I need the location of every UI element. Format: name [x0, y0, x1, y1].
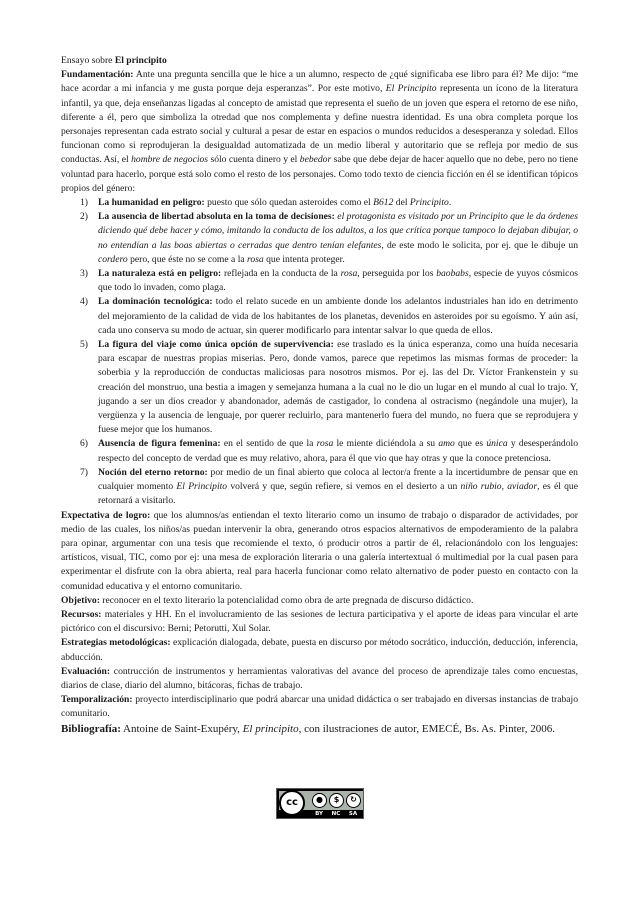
list-item [80, 210, 579, 267]
evaluacion-text: contrucción de instrumentos y herramientas valorativas del avance del proceso de aprendizaje tales como encuestas, diarios de clase, diario del alumno, bitácoras, fichas de trabajo. [61, 665, 578, 691]
list-item-label: La naturaleza está en peligro: [98, 268, 222, 280]
objetivo-text: reconocer en el texto literario la potencialidad como obra de arte pregnada de discurso didáctico. [99, 594, 474, 606]
attribution-person-icon: ● [312, 793, 327, 808]
list-text: , perseguida por los [357, 268, 437, 280]
fund-text-1: Ante una pregunta sencilla que le hice a un alumno, respecto de ¿qué significaba ese libro para él? Me dijo: “me hace acordar a mi infancia y me gusta porque deja esperanzas”. Por este motivo, [61, 69, 578, 95]
expectativa-label: Expectativa de logro: [61, 509, 151, 521]
list-item [80, 267, 578, 295]
list-italic: El Principito [176, 481, 228, 493]
title-bold: El principito [114, 55, 167, 66]
estrategias-label: Estrategias metodológicas: [61, 637, 171, 649]
list-text: de este modo le solicita, por ej. que le dibuje un [383, 239, 578, 251]
list-italic: B612 [373, 197, 394, 209]
fund-text-4: sabe que debe dejar de hacer aquello que no debe, pero no tiene voluntad para hacerlo, porque está solo como el resto de los personajes. Como todo texto de ciencia ficción en él se identifican tópicos propios del género: [61, 154, 578, 194]
list-text: volverá y que, según refiere, si vemos en el desierto a un [227, 481, 461, 493]
topics-list [61, 196, 578, 508]
fund-italic-1: El Principito [385, 83, 437, 95]
fund-italic-3: bebedor [299, 154, 332, 166]
objetivo-label: Objetivo: [61, 594, 100, 606]
list-text: le miente diciéndola a su [333, 438, 439, 450]
essay-title [61, 54, 578, 68]
list-italic: Principito [409, 197, 449, 209]
list-text: por medio de un final abierto que coloca al lector/a frente a la incertidumbre de pensar que en cualquier momento [98, 466, 578, 493]
sharealike-arrow-icon: ↻ [346, 793, 361, 808]
bibliografia-text: Antoine de Saint-Exupéry, [120, 722, 243, 735]
expectativa-text: que los alumnos/as entiendan el texto literario como un insumo de trabajo o disparador de actividades, por medio de las cuales, los niños/as puedan intervenir la obra, generando otros espacios alternativos de empoderamiento de la palabra para opinar, argumentar con una tesis que recomiende el texto, ó producir otros a partir de él, relacionándolo con los lenguajes: artísticos, visual, TIC, como por ej: una mesa de exploración literaria o una galería intertextual ó multimedial por la cual pasen para experimentar el disfrute con la obra abierta, real para hacerla funcionar como relato alternativo de poder puesto en contacto con la comunidad educativa y el entorno comunitario. [61, 509, 578, 592]
list-text: y desesperándolo respecto del concepto de verdad que es muy relativo, ahora, para él que vio que hay otras y que la conoce pretenciosa. [98, 438, 578, 464]
fund-text-2: representa un ícono de la literatura infantil, ya que, deja enseñanzas ligadas al concepto de amistad que representa el sueño de un joven que espera el retorno de ese niño, diferente a él, pero que simboliza la otredad que nos complementa y define nuestra identidad. Es una obra completa porque los personajes representan cada estrato social y cultural a pesar de estar en espacios o mundos reducidos a desesperanza y soledad. Ellos funcionan como si reprodujeran la desigualdad automatizada de un medio liberal y autoritario que se refleja por medio de sus conductas. Así, el [61, 83, 578, 166]
estrategias-text: explicación dialogada, debate, puesta en discurso por método socrático, inducción, deducción, inferencia, abducción. [61, 637, 578, 663]
recursos-text: materiales y HH. En el involucramiento de las sesiones de lectura participativa y el aporte de ideas para vincular el arte pictórico con el discursivo: Berni; Petorutti, Xul Solar. [61, 608, 578, 635]
list-item [80, 295, 578, 338]
list-text: ese traslado es la única esperanza, como una huída necesaria para escapar de nuestras propias miserias. Pero, donde vamos, parece que repetimos las mismas formas de proceder: la soberbia y la reproducción de conductas maliciosas para nosotros mismos. Por ej. las del Dr. Víctor Frankenstein y su creación del monstruo, una bestia a imagen y semejanza humana a la cual no le dio un lugar en el mundo al cual lo trajo. Y, jugando a ser un dios creador y abandonador, además de castigador, lo condena al ostracismo (negándole una mujer), la vergüenza y la ausencia de lenguaje, por querer recluirlo, para mantenerlo fuera del mundo, no fuera que se reprodujera y fuese mejor que los humanos. [98, 339, 578, 436]
objetivo-paragraph [61, 594, 578, 608]
title-prefix: Ensayo sobre [61, 55, 115, 66]
list-item [80, 466, 578, 509]
list-text: , es él que retornará a visitarlo. [98, 481, 578, 507]
list-text: puesto que sólo quedan asteroides como el [204, 197, 374, 209]
list-item [80, 338, 578, 437]
list-item [80, 196, 578, 210]
fundamentacion-paragraph [61, 68, 578, 196]
evaluacion-paragraph [61, 665, 578, 693]
list-text: del [393, 197, 410, 209]
list-item [80, 437, 578, 465]
temporalizacion-text: proyecto interdisciplinario que podrá abarcar una unidad didáctica o ser trabajado en diversas instancias de trabajo comunitario. [61, 694, 578, 720]
list-number: 2) [80, 211, 88, 223]
list-italic: baobabs [436, 268, 469, 280]
list-text: que es [454, 438, 487, 450]
list-number: 5) [80, 339, 88, 351]
list-text: todo el relato sucede en un ambiente donde los adelantos industriales han ido en detrimento del mejoramiento de la calidad de vida de los habitantes de los planetas, devenidos en asteroides por su egoísmo. Y aún así, cada uno conserva su modo de actuar, sin querer modificarlo para intentar salvar lo que queda de ellos. [98, 296, 578, 336]
list-italic: cordero [98, 253, 128, 265]
list-number: 4) [80, 296, 88, 308]
creative-commons-license-badge[interactable] [276, 788, 364, 819]
temporalizacion-label: Temporalización: [61, 694, 133, 706]
bibliografia-text: , con ilustraciones de autor, EMECÉ, Bs. As. Pinter, 2006. [298, 722, 555, 735]
list-number: 6) [80, 438, 88, 450]
list-item-label: La dominación tecnológica: [98, 296, 213, 308]
bibliografia-italic: El principito [242, 722, 299, 735]
recursos-label: Recursos: [61, 608, 102, 620]
evaluacion-label: Evaluación: [61, 665, 111, 677]
bibliografia-paragraph [61, 722, 578, 736]
list-item-label: La figura del viaje como única opción de supervivencia: [98, 339, 334, 351]
license-sa-label: SA [348, 811, 358, 817]
list-italic: rosa [316, 438, 334, 450]
list-number: 3) [80, 268, 88, 280]
recursos-paragraph [61, 608, 578, 636]
fund-text-3: sólo cuenta dinero y el [208, 154, 300, 166]
list-item-label: Ausencia de figura femenina: [98, 438, 221, 450]
estrategias-paragraph [61, 636, 578, 664]
list-italic: rosa [340, 268, 358, 280]
list-italic: rosa [247, 253, 264, 265]
list-text: que intenta proteger. [263, 253, 345, 265]
list-number: 7) [80, 466, 88, 478]
fundamentacion-label: Fundamentación: [61, 69, 134, 81]
list-text: , especie de yuyos cósmicos que todo lo invaden, como plaga. [98, 268, 578, 294]
expectativa-paragraph [61, 509, 578, 594]
list-text: reflejada en la conducta de la [221, 268, 341, 280]
essay-page [61, 54, 578, 736]
fund-italic-2: hombre de negocios [131, 154, 209, 166]
bibliografia-label: Bibliografía: [61, 722, 121, 735]
list-italic: niño rubio, aviador [460, 481, 538, 493]
list-item-label: Noción del eterno retorno: [98, 466, 208, 478]
list-text: pero, que éste no se come a la [127, 253, 248, 265]
list-italic: única [486, 438, 508, 450]
cc-logo-icon: cc [279, 790, 305, 816]
list-text: . [448, 197, 452, 209]
list-item-label: La ausencia de libertad absoluta en la toma de decisiones: [98, 211, 335, 223]
list-italic: amo [438, 438, 455, 450]
noncommercial-dollar-icon: $ [329, 793, 344, 808]
list-italic: el protagonista es visitado por un Principito que le da órdenes diciendo qué debe hacer y cómo, imitando la conducta de los adultos, a los que crítica porque tampoco lo dejaban dibujar, o no entendían a las boas abiertas o cerradas que dentro tenían elefantes, [98, 211, 579, 251]
license-by-label: BY [315, 811, 323, 817]
list-item-label: La humanidad en peligro: [98, 197, 205, 209]
license-nc-label: NC [331, 811, 341, 817]
list-number: 1) [80, 197, 88, 209]
list-text: en el sentido de que la [220, 438, 317, 450]
temporalizacion-paragraph [61, 693, 578, 721]
